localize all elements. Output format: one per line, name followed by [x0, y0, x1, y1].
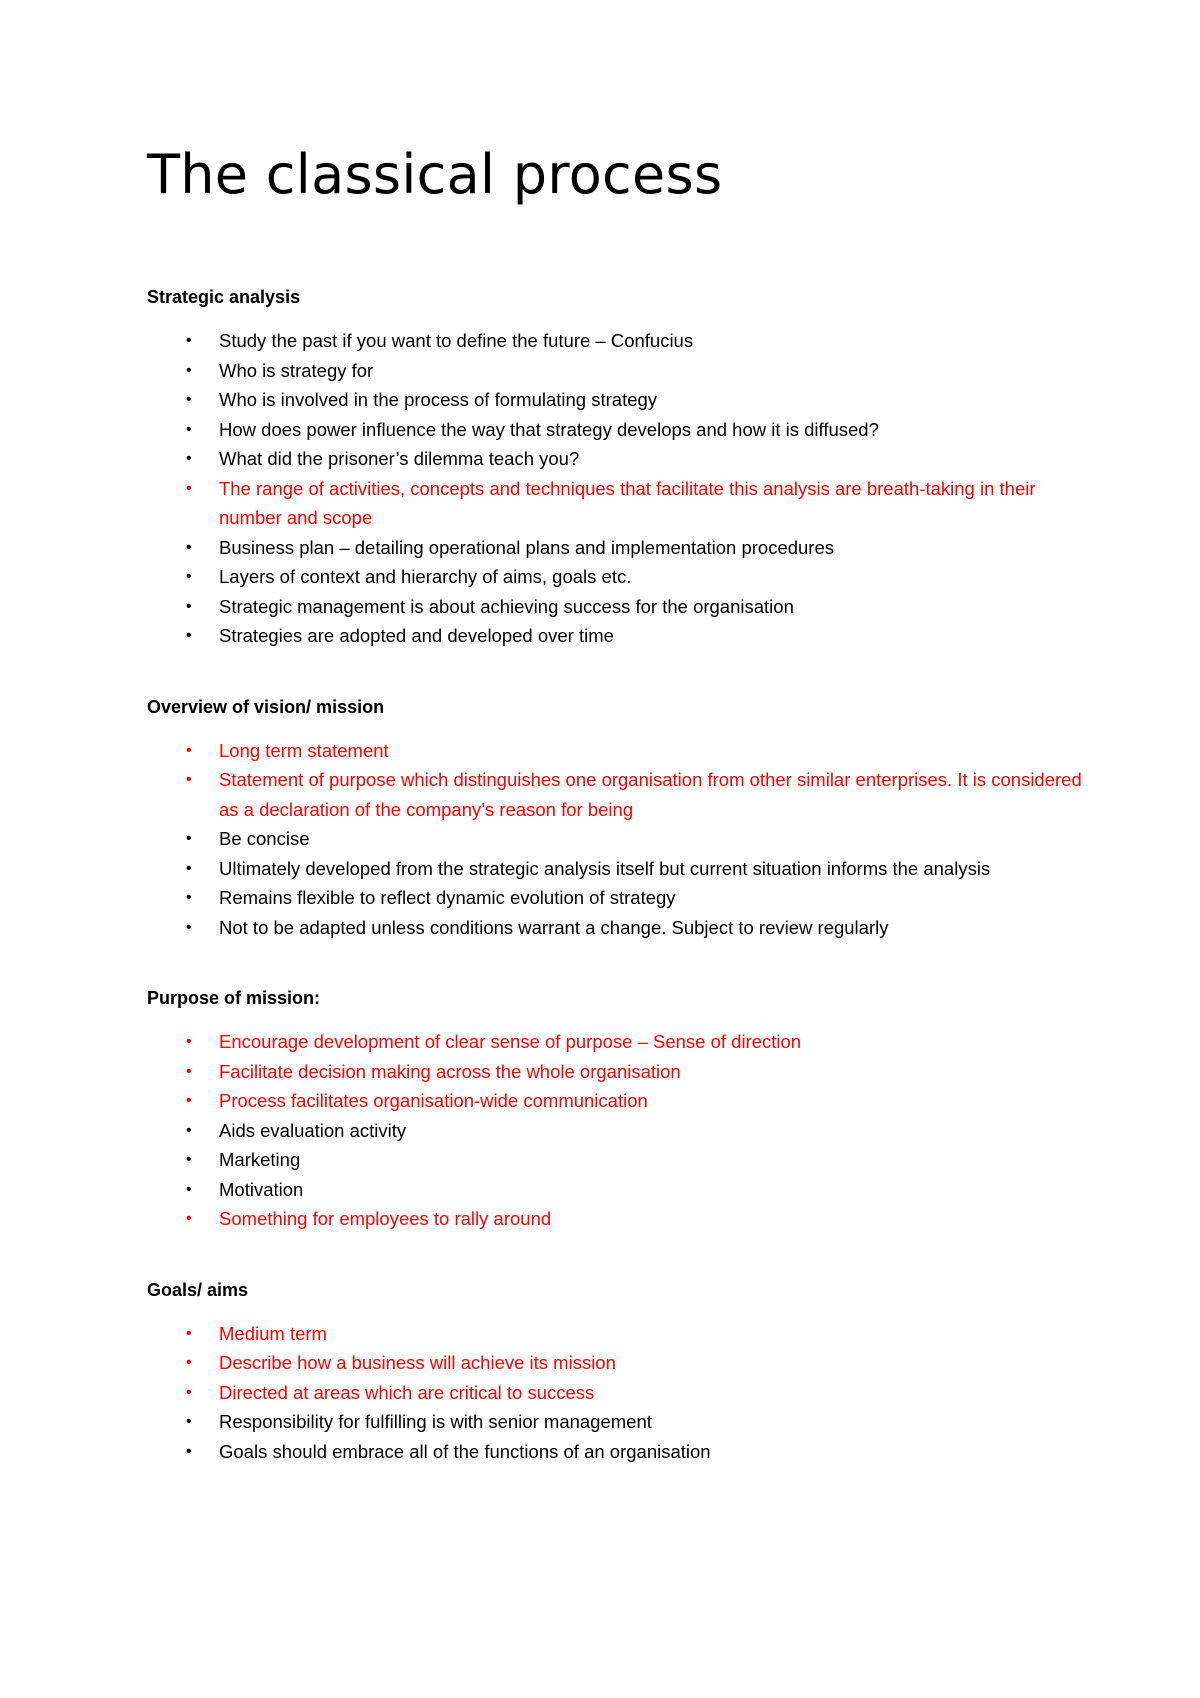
section-purpose-of-mission: [147, 986, 1087, 1234]
list-item-text: Strategic management is about achieving success for the organisation: [219, 595, 794, 617]
bullet-icon: •: [186, 1413, 192, 1430]
list-item: [147, 1057, 1087, 1087]
bullet-icon: •: [186, 889, 192, 906]
list-item: [147, 1348, 1087, 1378]
list-item-text: Facilitate decision making across the whole organisation: [219, 1060, 681, 1082]
list-item-text: Motivation: [219, 1178, 304, 1200]
bullet-icon: •: [186, 1354, 192, 1371]
document-sections: [147, 285, 1087, 1466]
bullet-icon: •: [186, 479, 192, 497]
section-strategic-analysis: [147, 285, 1087, 651]
list-item-text: Remains flexible to reflect dynamic evolution of strategy: [219, 887, 676, 908]
list-item: [147, 621, 1087, 651]
bullet-icon: •: [186, 450, 192, 467]
bullet-icon: •: [186, 859, 192, 877]
list-item: [147, 356, 1087, 386]
list-item-text: Layers of context and hierarchy of aims, goals etc.: [219, 566, 632, 587]
bullet-icon: •: [186, 1210, 192, 1227]
list-item-text: Business plan – detailing operational plans and implementation procedures: [219, 536, 835, 558]
list-item-text: Process facilitates organisation-wide communication: [219, 1090, 648, 1111]
list-item: [147, 824, 1087, 854]
list-item-text: Who is involved in the process of formulating strategy: [219, 389, 658, 410]
list-item-text: Long term statement: [219, 739, 389, 761]
list-item: [147, 1378, 1087, 1408]
bullet-list: [147, 736, 1087, 943]
bullet-icon: •: [186, 1442, 192, 1460]
document-title: The classical process: [147, 143, 723, 206]
list-item: [147, 1145, 1087, 1175]
bullet-icon: •: [186, 1092, 192, 1109]
list-item-text: Strategies are adopted and developed over time: [219, 625, 614, 646]
list-item-text: Encourage development of clear sense of purpose – Sense of direction: [219, 1031, 802, 1052]
document-page: [147, 140, 1087, 1510]
section-heading: Purpose of mission:: [147, 988, 321, 1008]
bullet-icon: •: [186, 361, 192, 379]
list-item: [147, 765, 1087, 824]
bullet-icon: •: [186, 1151, 192, 1168]
bullet-icon: •: [186, 568, 192, 585]
bullet-icon: •: [186, 741, 192, 759]
list-item-text: Be concise: [219, 828, 310, 849]
bullet-list: [147, 326, 1087, 651]
list-item-text: Goals should embrace all of the functions of an organisation: [219, 1440, 711, 1462]
list-item: [147, 1116, 1087, 1146]
list-item: [147, 736, 1087, 766]
bullet-icon: •: [186, 918, 192, 936]
section-goals-aims: [147, 1278, 1087, 1467]
list-item-text: What did the prisoner’s dilemma teach you?: [219, 448, 580, 469]
bullet-icon: •: [186, 538, 192, 556]
list-item-text: Directed at areas which are critical to success: [219, 1381, 595, 1403]
list-item: [147, 444, 1087, 474]
bullet-icon: •: [186, 1383, 192, 1401]
bullet-icon: •: [186, 830, 192, 847]
bullet-icon: •: [186, 771, 192, 788]
list-item: [147, 592, 1087, 622]
bullet-icon: •: [186, 332, 192, 349]
list-item-text: Statement of purpose which distinguishes one organisation from other similar enterprises. It is considered as a declaration of the company’s reason for being: [219, 769, 1082, 820]
list-item: [147, 1175, 1087, 1205]
bullet-icon: •: [186, 1324, 192, 1342]
list-item: [147, 854, 1087, 884]
list-item: [147, 1086, 1087, 1116]
list-item-text: Responsibility for fulfilling is with senior management: [219, 1411, 652, 1432]
bullet-icon: •: [186, 627, 192, 644]
bullet-icon: •: [186, 420, 192, 438]
bullet-list: [147, 1027, 1087, 1234]
bullet-icon: •: [186, 1121, 192, 1139]
list-item: [147, 1319, 1087, 1349]
section-heading: Goals/ aims: [147, 1279, 249, 1300]
list-item: [147, 533, 1087, 563]
list-item-text: Marketing: [219, 1149, 301, 1170]
list-item: [147, 913, 1087, 943]
list-item: [147, 415, 1087, 445]
list-item-text: How does power influence the way that strategy develops and how it is diffused?: [219, 418, 879, 440]
list-item: [147, 474, 1087, 533]
list-item: [147, 385, 1087, 415]
list-item: [147, 883, 1087, 913]
list-item: [147, 326, 1087, 356]
list-item-text: Ultimately developed from the strategic analysis itself but current situation informs the analysis: [219, 857, 991, 879]
list-item-text: Describe how a business will achieve its mission: [219, 1352, 616, 1373]
list-item: [147, 1407, 1087, 1437]
list-item-text: Something for employees to rally around: [219, 1208, 552, 1229]
list-item: [147, 1437, 1087, 1467]
list-item-text: The range of activities, concepts and techniques that facilitate this analysis are breath-taking in their number and scope: [219, 477, 1036, 528]
bullet-icon: •: [186, 1180, 192, 1198]
bullet-list: [147, 1319, 1087, 1467]
list-item: [147, 1027, 1087, 1057]
list-item-text: Aids evaluation activity: [219, 1119, 407, 1141]
list-item-text: Study the past if you want to define the future – Confucius: [219, 330, 694, 351]
bullet-icon: •: [186, 391, 192, 408]
list-item-text: Medium term: [219, 1322, 327, 1344]
section-heading: Strategic analysis: [147, 287, 301, 307]
bullet-icon: •: [186, 1033, 192, 1050]
bullet-icon: •: [186, 1062, 192, 1080]
bullet-icon: •: [186, 597, 192, 615]
list-item-text: Who is strategy for: [219, 359, 374, 381]
list-item-text: Not to be adapted unless conditions warrant a change. Subject to review regularly: [219, 916, 889, 938]
list-item: [147, 562, 1087, 592]
section-heading: Overview of vision/ mission: [147, 696, 385, 717]
list-item: [147, 1204, 1087, 1234]
section-vision-mission: [147, 695, 1087, 943]
